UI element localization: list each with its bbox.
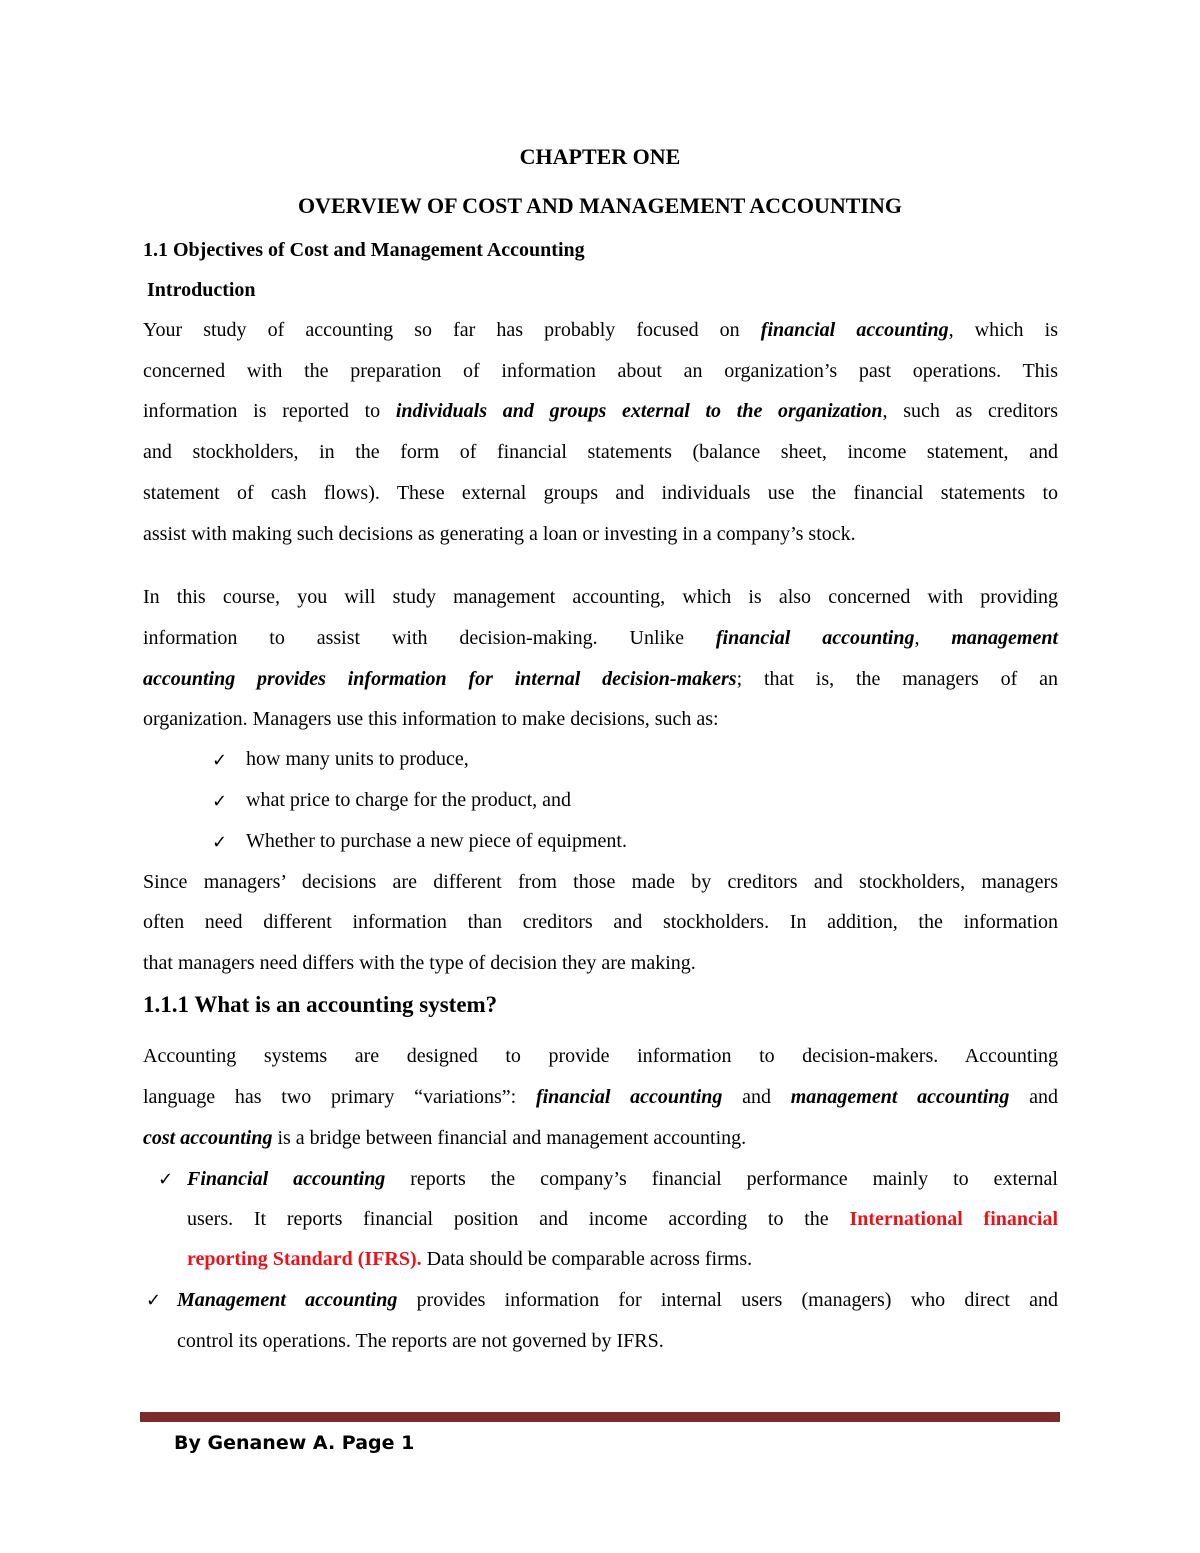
footer-divider: [140, 1412, 1060, 1422]
text: language has two primary “variations”:: [143, 1086, 536, 1108]
check-icon: ✓: [212, 750, 228, 771]
para1-line1: [143, 319, 1058, 342]
chapter-heading: CHAPTER ONE: [519, 144, 681, 169]
para1-line6: assist with making such decisions as generating a loan or investing in a company’s stock.: [143, 523, 856, 545]
text: provides information for internal users (managers) who direct and: [397, 1289, 1058, 1311]
para2-line2: [143, 627, 1058, 650]
highlight-ifrs: reporting Standard (IFRS).: [187, 1248, 422, 1270]
text: ,: [914, 627, 952, 649]
para4-line1: Accounting systems are designed to provide information to decision-makers. Accounting: [143, 1045, 1058, 1067]
text: information to assist with decision-making. Unlike: [143, 627, 716, 649]
para4-line2: [143, 1086, 1058, 1109]
para1-line3: [143, 400, 1058, 423]
term-management-accounting: Management accounting: [177, 1289, 398, 1311]
emphasis-management: management: [951, 627, 1058, 649]
text: and: [722, 1086, 791, 1108]
emphasis-internal-decision-makers: accounting provides information for internal decision-makers: [143, 668, 737, 690]
para3-line3: that managers need differs with the type of decision they are making.: [143, 952, 696, 974]
text: information is reported to: [143, 400, 396, 422]
para4-line3: [143, 1127, 1058, 1150]
check-icon: ✓: [212, 791, 228, 812]
check-icon: ✓: [146, 1290, 162, 1311]
page-footer: By Genanew A. Page 1: [174, 1432, 415, 1454]
bullet-financial-line3: [187, 1248, 1058, 1271]
check-icon: ✓: [158, 1169, 174, 1190]
text: ; that is, the managers of an: [736, 668, 1058, 690]
bullet-management-line2: control its operations. The reports are not governed by IFRS.: [177, 1330, 664, 1352]
para1-line4: and stockholders, in the form of financial statements (balance sheet, income statement, and: [143, 441, 1058, 463]
emphasis-management-accounting: management accounting: [790, 1086, 1010, 1108]
para2-line4: organization. Managers use this information to make decisions, such as:: [143, 708, 719, 730]
text: and: [1009, 1086, 1058, 1108]
emphasis-external-groups: individuals and groups external to the organization: [395, 400, 883, 422]
para2-line1: In this course, you will study management accounting, which is also concerned with providing: [143, 586, 1058, 608]
section-heading-1-1: 1.1 Objectives of Cost and Management Accounting: [143, 239, 585, 261]
emphasis-financial-accounting: financial accounting: [760, 319, 949, 341]
text: , which is: [948, 319, 1058, 341]
para3-line1: Since managers’ decisions are different from those made by creditors and stockholders, managers: [143, 871, 1058, 893]
text: is a bridge between financial and management accounting.: [272, 1127, 747, 1149]
bullet-financial-line1: [187, 1168, 1058, 1191]
text: Your study of accounting so far has probably focused on: [143, 319, 761, 341]
introduction-heading: Introduction: [147, 279, 256, 301]
emphasis-cost-accounting: cost accounting: [143, 1127, 273, 1149]
text: Data should be comparable across firms.: [421, 1248, 753, 1270]
para3-line2: often need different information than creditors and stockholders. In addition, the information: [143, 911, 1058, 933]
bullet-financial-line2: [187, 1208, 1058, 1231]
para1-line5: statement of cash flows). These external groups and individuals use the financial statements to: [143, 482, 1058, 504]
decision-item-2: what price to charge for the product, and: [246, 789, 572, 811]
decision-item-1: how many units to produce,: [246, 748, 469, 770]
decision-item-3: Whether to purchase a new piece of equipment.: [246, 830, 627, 852]
bullet-management-line1: [177, 1289, 1058, 1312]
para1-line2: concerned with the preparation of information about an organization’s past operations. This: [143, 360, 1058, 382]
para2-line3: [143, 668, 1058, 691]
text: , such as creditors: [882, 400, 1058, 422]
section-heading-1-1-1: 1.1.1 What is an accounting system?: [143, 992, 498, 1017]
emphasis-financial-accounting: financial accounting: [715, 627, 915, 649]
highlight-ifrs: International financial: [849, 1208, 1059, 1230]
chapter-title: OVERVIEW OF COST AND MANAGEMENT ACCOUNTING: [297, 193, 903, 218]
check-icon: ✓: [212, 832, 228, 853]
text: reports the company’s financial performance mainly to external: [385, 1168, 1058, 1190]
term-financial-accounting: Financial accounting: [187, 1168, 386, 1190]
emphasis-financial-accounting: financial accounting: [535, 1086, 723, 1108]
text: users. It reports financial position and income according to the: [187, 1208, 850, 1230]
